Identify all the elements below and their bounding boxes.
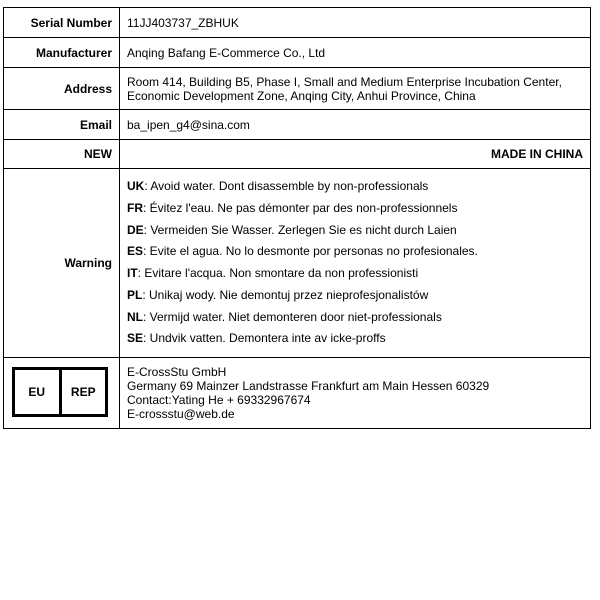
warning-list — [127, 172, 584, 354]
warning-item-de — [127, 220, 584, 242]
new-label: NEW — [4, 140, 120, 169]
manufacturer-value: Anqing Bafang E-Commerce Co., Ltd — [120, 38, 591, 68]
warning-text: : Évitez l'eau. Ne pas démonter par des non-professionnels — [143, 200, 458, 215]
eu-rep-mark — [12, 367, 108, 417]
new-row — [4, 140, 591, 169]
eu-rep-company: E-CrossStu GmbH — [127, 365, 227, 379]
serial-number-value: 11JJ403737_ZBHUK — [120, 8, 591, 38]
warning-code: UK — [127, 179, 145, 193]
email-label: Email — [4, 110, 120, 140]
warning-text: : Vermeiden Sie Wasser. Zerlegen Sie es nicht durch Laien — [143, 222, 457, 237]
product-label-table — [3, 7, 591, 429]
warning-row — [4, 169, 591, 358]
eu-rep-email: E-crossstu@web.de — [127, 407, 235, 421]
address-row — [4, 68, 591, 110]
warning-text: : Vermijd water. Niet demonteren door niet-professionals — [143, 309, 442, 324]
warning-item-pl — [127, 285, 584, 307]
warning-item-uk — [127, 176, 584, 198]
warning-item-it — [127, 263, 584, 285]
warning-item-se — [127, 328, 584, 350]
serial-number-row — [4, 8, 591, 38]
manufacturer-label: Manufacturer — [4, 38, 120, 68]
email-row — [4, 110, 591, 140]
warning-code: SE — [127, 331, 144, 346]
serial-number-label: Serial Number — [4, 8, 120, 38]
eu-rep-address: Germany 69 Mainzer Landstrasse Frankfurt am Main Hessen 60329 — [127, 379, 490, 393]
warning-text: : Avoid water. Dont disassemble by non-professionals — [144, 179, 429, 193]
eu-rep-mark-cell — [4, 358, 120, 429]
warning-text: : Evite el agua. No lo desmonte por personas no profesionales. — [143, 244, 478, 259]
email-value: ba_ipen_g4@sina.com — [120, 110, 591, 140]
manufacturer-row — [4, 38, 591, 68]
warning-item-es — [127, 241, 584, 263]
address-label: Address — [4, 68, 120, 110]
warning-code: ES — [127, 244, 144, 259]
address-value — [120, 68, 591, 110]
made-in-china-value: MADE IN CHINA — [120, 140, 591, 169]
address-line-2: Economic Development Zone, Anqing City, Anhui Province, China — [127, 88, 476, 103]
warning-label: Warning — [4, 169, 120, 358]
warning-code: IT — [127, 266, 138, 280]
warning-code: FR — [127, 200, 143, 215]
warning-item-nl — [127, 307, 584, 329]
warning-text: : Evitare l'acqua. Non smontare da non professionisti — [137, 266, 419, 280]
eu-rep-contact: Contact:Yating He + 69332967674 — [127, 393, 311, 407]
warning-code: NL — [127, 309, 143, 324]
warning-item-fr — [127, 198, 584, 220]
eu-rep-details — [120, 358, 591, 429]
eu-rep-mark-eu: EU — [28, 385, 46, 399]
warning-text: : Undvik vatten. Demontera inte av icke-proffs — [143, 331, 386, 346]
address-line-1: Room 414, Building B5, Phase I, Small and Medium Enterprise Incubation Center, — [127, 74, 562, 89]
eu-rep-mark-rep: REP — [59, 370, 106, 414]
warning-code: DE — [127, 222, 144, 237]
warning-text: : Unikaj wody. Nie demontuj przez nieprofesjonalistów — [142, 287, 429, 302]
eu-rep-row — [4, 358, 591, 429]
warning-list-cell — [120, 169, 591, 358]
warning-code: PL — [127, 287, 143, 302]
